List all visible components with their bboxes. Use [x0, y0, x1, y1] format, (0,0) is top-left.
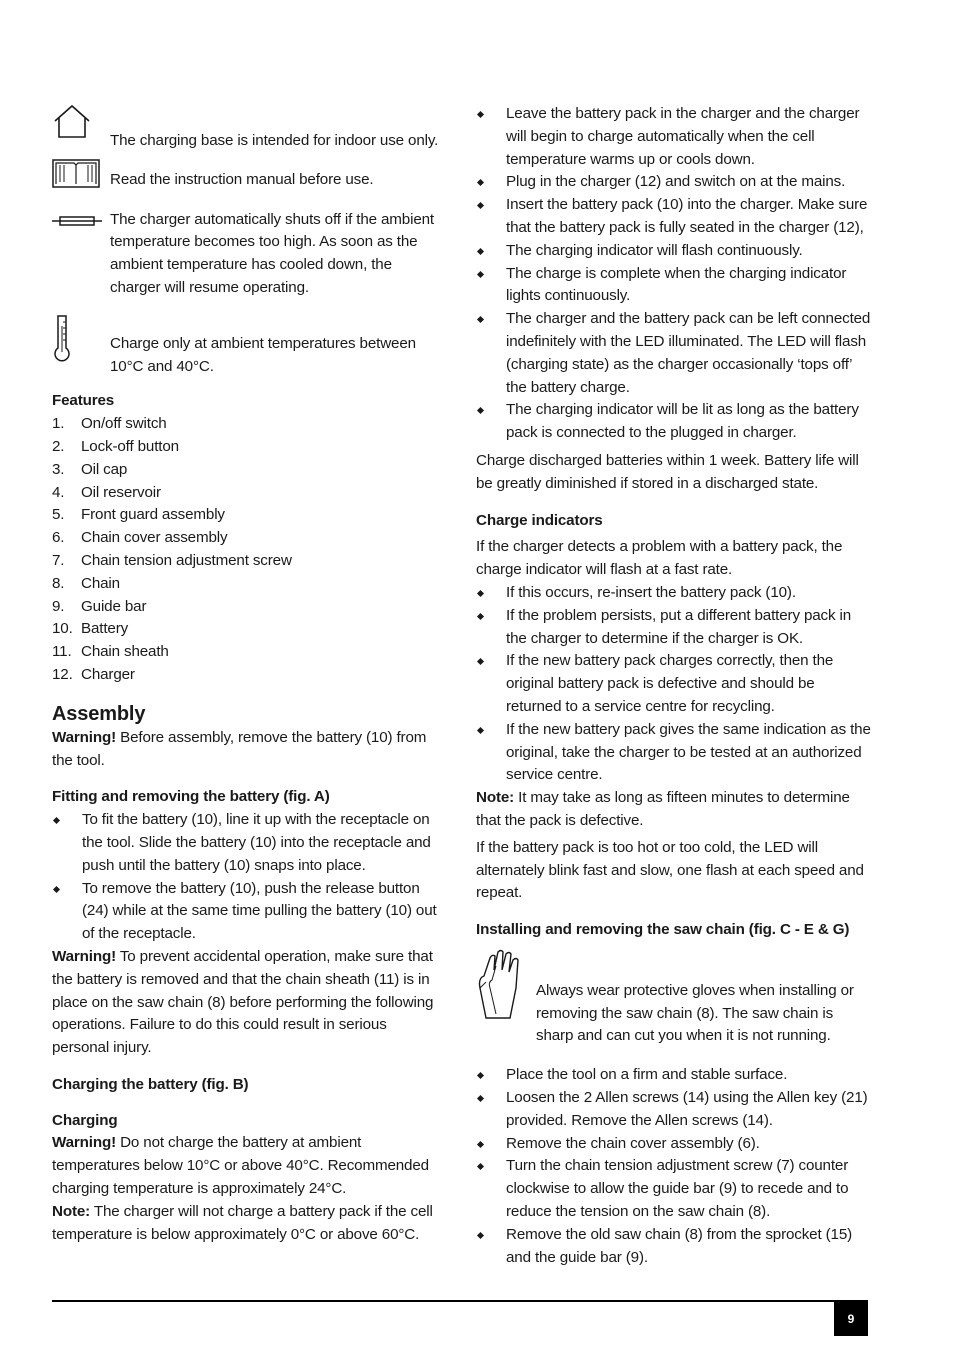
thermometer-icon — [52, 314, 110, 370]
saw-chain-heading: Installing and removing the saw chain (fig. C - E & G) — [476, 921, 850, 939]
list-item: If the new battery pack gives the same indication as the original, take the charger to be tested at an authorized service centre. — [476, 719, 872, 787]
gloves-warning-row — [476, 948, 872, 1048]
charging-note: Note: The charger will not charge a battery pack if the cell temperature is below approximately 0°C or above 60°C. — [52, 1202, 433, 1243]
list-item: 10. Battery — [52, 620, 129, 638]
list-item: 8. Chain — [52, 574, 120, 592]
fitting-bullets — [52, 809, 446, 946]
symbol-indoor-row — [52, 104, 446, 153]
manual-book-icon — [52, 157, 110, 197]
assembly-warning: Warning! Before assembly, remove the battery (10) from the tool. — [52, 728, 427, 769]
list-item: If the problem persists, put a different battery pack in the charger to determine if the charger is OK. — [476, 605, 872, 651]
list-item: 5. Front guard assembly — [52, 506, 225, 524]
list-item: The charging indicator will flash continuously. — [476, 240, 872, 263]
features-heading: Features — [52, 392, 115, 410]
list-item: Remove the chain cover assembly (6). — [476, 1133, 872, 1156]
list-item: 2. Lock-off button — [52, 437, 179, 455]
list-item: 1. On/off switch — [52, 415, 167, 433]
features-list — [52, 413, 446, 687]
symbol-temperature-text: Charge only at ambient temperatures between 10°C and 40°C. — [110, 334, 416, 375]
list-item: 4. Oil reservoir — [52, 483, 161, 501]
list-item: The charge is complete when the charging indicator lights continuously. — [476, 263, 872, 309]
list-item: To remove the battery (10), push the release button (24) while at the same time pulling the battery (10) out of the receptacle. — [52, 878, 446, 946]
charging-heading: Charging — [52, 1111, 118, 1129]
list-item: The charger and the battery pack can be left connected indefinitely with the LED illuminated. The LED will flash (charging state) as the charger occasionally ‘tops off’ the battery charge. — [476, 308, 872, 399]
fitting-warning: Warning! To prevent accidental operation, make sure that the battery is removed and that the chain sheath (11) is in place on the saw chain (8) before performing the following operations. Failure to do this could result in serious personal injury. — [52, 947, 434, 1057]
assembly-heading: Assembly — [52, 702, 146, 725]
left-column — [52, 100, 446, 1246]
saw-chain-bullets — [476, 1064, 872, 1269]
list-item: If the new battery pack charges correctly, then the original battery pack is defective and should be returned to a service centre for recycling. — [476, 650, 872, 718]
indicators-heading: Charge indicators — [476, 511, 603, 529]
symbol-fuse-text: The charger automatically shuts off if the ambient temperature becomes too high. As soon as the ambient temperature has cooled down, the charger will resume operating. — [110, 210, 434, 296]
indicators-bullets — [476, 582, 872, 787]
indicators-intro: If the charger detects a problem with a battery pack, the charge indicator will flash at a fast rate. — [476, 538, 843, 579]
symbol-fuse-row — [52, 209, 446, 300]
list-item: The charging indicator will be lit as long as the battery pack is connected to the plugged in charger. — [476, 399, 872, 445]
symbol-temperature-row — [52, 314, 446, 379]
list-item: 7. Chain tension adjustment screw — [52, 551, 292, 569]
list-item: Plug in the charger (12) and switch on at the mains. — [476, 171, 872, 194]
list-item: 11. Chain sheath — [52, 643, 169, 661]
symbol-manual-text: Read the instruction manual before use. — [110, 170, 374, 188]
list-item: 3. Oil cap — [52, 460, 128, 478]
list-item: If this occurs, re-insert the battery pack (10). — [476, 582, 872, 605]
fitting-heading: Fitting and removing the battery (fig. A) — [52, 788, 330, 806]
hot-cold-paragraph: If the battery pack is too hot or too cold, the LED will alternately blink fast and slow, one flash at each speed and repeat. — [476, 838, 864, 902]
list-item: Insert the battery pack (10) into the charger. Make sure that the battery pack is fully seated in the charger (12), — [476, 194, 872, 240]
gloves-text: Always wear protective gloves when installing or removing the saw chain (8). The saw chain is sharp and can cut you when it is not running. — [536, 981, 854, 1045]
list-item: To fit the battery (10), line it up with the receptacle on the tool. Slide the battery (10) into the receptacle and push until the battery (10) snaps into place. — [52, 809, 446, 877]
right-column — [476, 103, 872, 1269]
symbol-manual-row — [52, 157, 446, 197]
list-item: Remove the old saw chain (8) from the sprocket (15) and the guide bar (9). — [476, 1224, 872, 1270]
charging-battery-heading: Charging the battery (fig. B) — [52, 1075, 249, 1093]
page-number: 9 — [834, 1302, 868, 1336]
list-item: Loosen the 2 Allen screws (14) using the Allen key (21) provided. Remove the Allen screws (14). — [476, 1087, 872, 1133]
list-item: Leave the battery pack in the charger and the charger will begin to charge automatically when the cell temperature warms up or cools down. — [476, 103, 872, 171]
symbol-indoor-text: The charging base is intended for indoor use only. — [110, 132, 439, 149]
discharged-paragraph: Charge discharged batteries within 1 week. Battery life will be greatly diminished if stored in a discharged state. — [476, 451, 859, 492]
indicators-note: Note: It may take as long as fifteen minutes to determine that the pack is defective. — [476, 789, 850, 829]
charging-steps — [476, 103, 872, 445]
charging-warning: Warning! Do not charge the battery at ambient temperatures below 10°C or above 40°C. Recommended charging temperature is approximately 24°C. — [52, 1134, 429, 1198]
list-item: 9. Guide bar — [52, 597, 147, 615]
list-item: Turn the chain tension adjustment screw (7) counter clockwise to allow the guide bar (9) to recede and to reduce the tension on the saw chain (8). — [476, 1155, 872, 1223]
list-item: 6. Chain cover assembly — [52, 529, 228, 547]
footer-divider — [52, 1300, 868, 1302]
house-icon — [52, 104, 110, 148]
list-item: Place the tool on a firm and stable surface. — [476, 1064, 872, 1087]
fuse-icon — [52, 209, 110, 236]
protective-gloves-icon — [476, 948, 536, 1028]
list-item: 12. Charger — [52, 665, 135, 683]
